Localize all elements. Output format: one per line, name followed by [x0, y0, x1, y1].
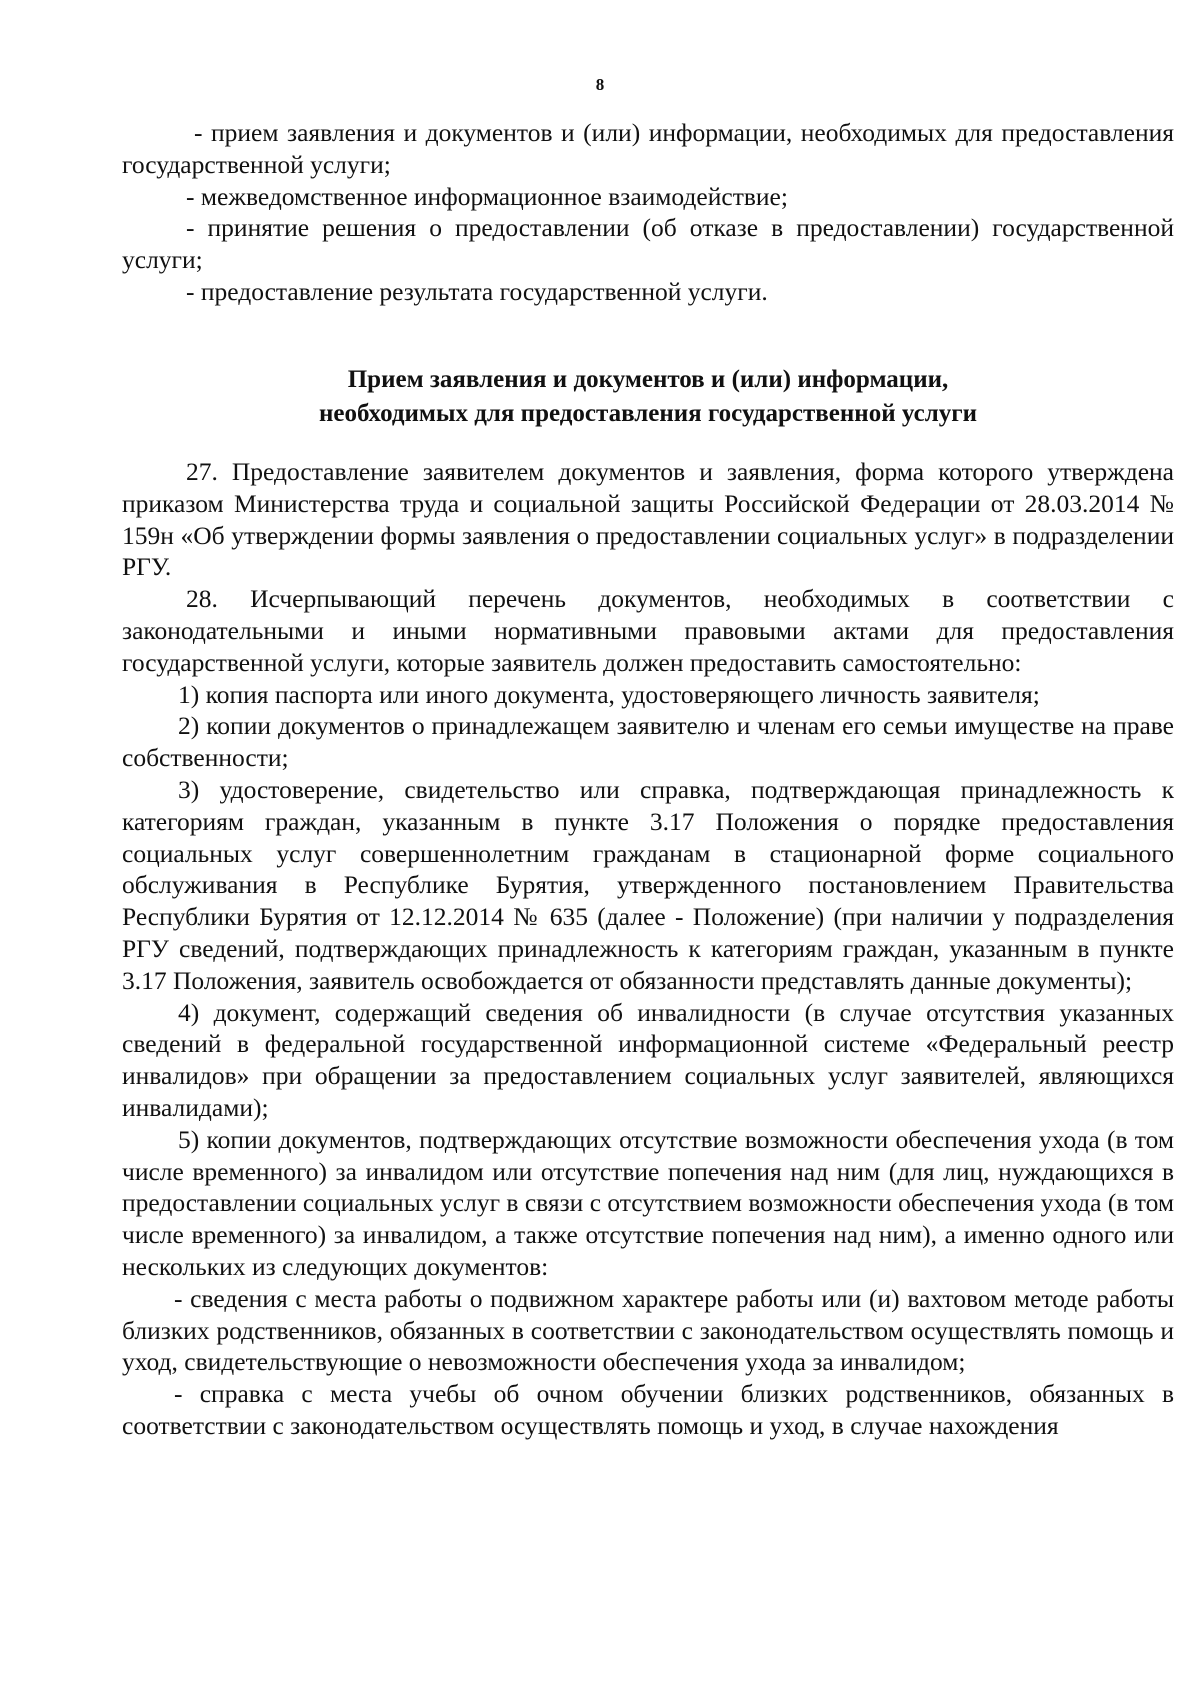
list-item-4: 4) документ, содержащий сведения об инвалидности (в случае отсутствия указанных сведений в федеральной государственной информационной системе «Федеральный реестр инвалидов» при обращении за предоставлением социальных услуг заявителей, являющихся инвалидами);: [122, 997, 1174, 1122]
paragraph-28: 28. Исчерпывающий перечень документов, необходимых в соответствии с законодательными и иными нормативными правовыми актами для предоставления государственной услуги, которые заявитель должен предоставить самостоятельно:: [122, 584, 1174, 677]
list-item-5: 5) копии документов, подтверждающих отсутствие возможности обеспечения ухода (в том числе временного) за инвалидом или отсутствие попечения над ним (для лиц, нуждающихся в предоставлении социальных услуг в связи с отсутствием возможности обеспечения ухода (в том числе временного) за инвалидом, а также отсутствие попечения над ним), а именно одного или нескольких из следующих документов:: [122, 1124, 1174, 1281]
intro-stages-list: [122, 117, 1174, 308]
section-heading: [122, 363, 1174, 431]
intro-item-result: - предоставление результата государственной услуги.: [186, 276, 768, 306]
list-item-3: 3) удостоверение, свидетельство или справка, подтверждающая принадлежность к категориям граждан, указанным в пункте 3.17 Положения о порядке предоставления социальных услуг совершеннолетним гражданам в стационарной форме социального обслуживания в Республике Бурятия, утвержденного постановлением Правительства Республики Бурятия от 12.12.2014 № 635 (далее - Положение) (при наличии у подразделения РГУ сведений, подтверждающих принадлежность к категориям граждан, указанным в пункте 3.17 Положения, заявитель освобождается от обязанности представлять данные документы);: [122, 774, 1174, 995]
list-item-1: 1) копия паспорта или иного документа, удостоверяющего личность заявителя;: [178, 679, 1040, 709]
dash-item-study-certificate: - справка с места учебы об очном обучении близких родственников, обязанных в соответствии с законодательством осуществлять помощь и уход, в случае нахождения: [122, 1379, 1174, 1440]
section-heading-line-1: Прием заявления и документов и (или) информации,: [347, 366, 949, 393]
intro-item-interaction: - межведомственное информационное взаимодействие;: [186, 181, 788, 211]
list-item-2: 2) копии документов о принадлежащем заявителю и членам его семьи имуществе на праве собственности;: [122, 711, 1174, 773]
dash-item-work-info: - сведения с места работы о подвижном характере работы или (и) вахтовом методе работы близких родственников, обязанных в соответствии с законодательством осуществлять помощь и уход, свидетельствующие о невозможности обеспечения ухода за инвалидом;: [122, 1283, 1174, 1377]
section-heading-line-2: необходимых для предоставления государственной услуги: [319, 400, 977, 427]
paragraph-27: 27. Предоставление заявителем документов и заявления, форма которого утверждена приказом Министерства труда и социальной защиты Российской Федерации от 28.03.2014 № 159н «Об утверждении формы заявления о предоставлении социальных услуг» в подразделении РГУ.: [122, 457, 1174, 582]
intro-item-decision: - принятие решения о предоставлении (об отказе в предоставлении) государственной услуги;: [122, 213, 1174, 275]
intro-item-reception: - прием заявления и документов и (или) информации, необходимых для предоставления государственной услуги;: [122, 118, 1174, 179]
page-number: 8: [595, 75, 605, 94]
section-body: [122, 456, 1174, 1442]
